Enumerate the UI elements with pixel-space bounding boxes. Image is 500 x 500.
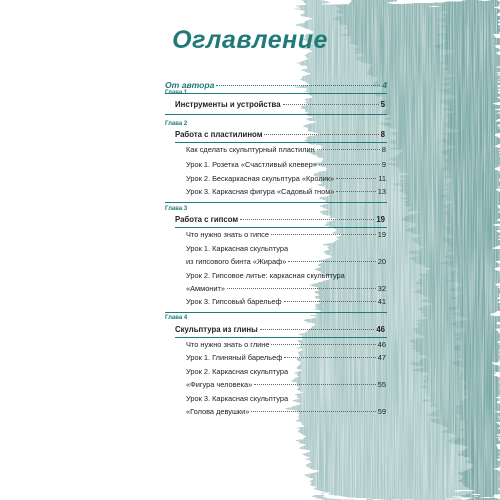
leader-dots [254, 384, 376, 385]
entry-page: 59 [377, 407, 386, 416]
entry-title: Урок 2. Гипсовое литье: каркасная скульптура [186, 271, 345, 280]
toc-entry[interactable] [186, 174, 386, 184]
entry-title: «Аммонит» [186, 284, 226, 293]
entry-title: из гипсового бинта «Жираф» [186, 257, 287, 266]
chapter-label: Глава 2 [165, 121, 188, 127]
divider [165, 93, 387, 94]
entry-title: «Голова девушки» [186, 407, 250, 416]
toc-entry-author[interactable] [165, 80, 387, 90]
entry-page: 8 [380, 130, 385, 139]
toc-entry-chapter[interactable] [175, 130, 385, 140]
entry-page: 20 [377, 257, 386, 266]
toc-entry-line[interactable] [186, 244, 386, 254]
divider [175, 337, 387, 338]
leader-dots [227, 288, 376, 289]
entry-title: Урок 3. Гипсовый барельеф [186, 297, 282, 306]
entry-title: Инструменты и устройства [175, 100, 281, 109]
entry-page: 13 [377, 187, 386, 196]
toc-entry-line[interactable] [186, 367, 386, 377]
toc-entry[interactable] [186, 407, 386, 417]
toc-entry[interactable] [186, 340, 386, 350]
entry-page: 11 [378, 174, 386, 183]
entry-page: 46 [377, 340, 386, 349]
entry-page: 4 [382, 80, 387, 90]
entry-title: Что нужно знать о глине [186, 340, 270, 349]
toc-entry[interactable] [186, 353, 386, 363]
divider [175, 142, 387, 143]
leader-dots [288, 261, 375, 262]
leader-dots [283, 104, 379, 105]
entry-title: «Фигура человека» [186, 380, 253, 389]
entry-title: Работа с гипсом [175, 215, 239, 224]
leader-dots [319, 164, 380, 165]
entry-title: Урок 2. Бескаркасная скульптура «Кролик» [186, 174, 335, 183]
entry-title: Скульптура из глины [175, 325, 258, 334]
leader-dots [264, 134, 378, 135]
toc-entry-line[interactable] [186, 394, 386, 404]
page-title: Оглавление [172, 26, 328, 54]
entry-page: 19 [376, 215, 385, 224]
leader-dots [284, 301, 376, 302]
toc-entry-chapter[interactable] [175, 325, 385, 335]
toc-entry[interactable] [186, 230, 386, 240]
toc-entry[interactable] [186, 257, 386, 267]
chapter-label: Глава 3 [165, 206, 188, 212]
leader-dots [216, 85, 380, 86]
leader-dots [251, 411, 375, 412]
entry-title: Урок 3. Каркасная скульптура [186, 394, 289, 403]
divider [175, 227, 387, 228]
toc-entry[interactable] [186, 297, 386, 307]
toc-entry[interactable] [186, 284, 386, 294]
entry-page: 32 [377, 284, 386, 293]
entry-page: 41 [377, 297, 386, 306]
entry-page: 5 [380, 100, 385, 109]
divider [165, 202, 387, 203]
divider [165, 312, 387, 313]
entry-page: 55 [377, 380, 386, 389]
entry-page: 8 [381, 145, 386, 154]
toc-entry[interactable] [186, 380, 386, 390]
toc-entry[interactable] [186, 160, 386, 170]
entry-title: Как сделать скульптурный пластилин [186, 145, 315, 154]
leader-dots [284, 357, 375, 358]
divider [165, 114, 387, 115]
toc-entry-line[interactable] [186, 271, 386, 281]
toc-entry[interactable] [186, 145, 386, 155]
entry-title: Что нужно знать о гипсе [186, 230, 269, 239]
chapter-label: Глава 1 [165, 90, 188, 96]
leader-dots [260, 329, 375, 330]
entry-title: Урок 1. Каркасная скульптура [186, 244, 289, 253]
entry-page: 9 [381, 160, 386, 169]
leader-dots [240, 219, 374, 220]
leader-dots [336, 178, 376, 179]
chapter-label: Глава 4 [165, 315, 188, 321]
leader-dots [271, 344, 375, 345]
entry-title: Урок 3. Каркасная фигура «Садовый гном» [186, 187, 335, 196]
entry-title: Урок 1. Розетка «Счастливый клевер» [186, 160, 317, 169]
entry-page: 46 [376, 325, 385, 334]
entry-title: Урок 1. Глиняный барельеф [186, 353, 283, 362]
entry-page: 19 [377, 230, 386, 239]
entry-page: 47 [377, 353, 386, 362]
toc-entry[interactable] [186, 187, 386, 197]
toc-entry-chapter[interactable] [175, 215, 385, 225]
entry-title: От автора [165, 80, 215, 90]
toc-entry-chapter[interactable] [175, 100, 385, 110]
leader-dots [317, 149, 380, 150]
leader-dots [336, 191, 375, 192]
leader-dots [271, 234, 376, 235]
entry-title: Урок 2. Каркасная скульптура [186, 367, 289, 376]
entry-title: Работа с пластилином [175, 130, 263, 139]
